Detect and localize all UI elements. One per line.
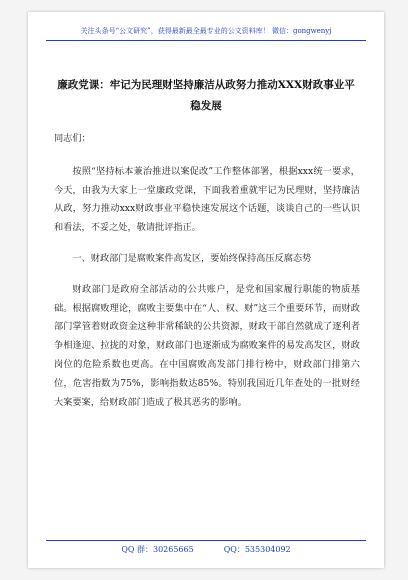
document-body	[54, 130, 360, 412]
paragraph-body: 财政部门是政府全部活动的公共账户，是党和国家履行职能的物质基础。根据腐败理论，腐败主要集中在“人、权、财”这三个重要环节，而财政部门掌管着财政资金这种非常稀缺的公共资源，财政干部自然就成了逐利者争相逢迎、拉拢的对象，财政部门也逐渐成为腐败案件的易发高发区，财政岗位的危险系数也更高。在中国腐败高发部门排行榜中，财政部门排第六位，危害指数为75%，影响指数达85%。特别我国近几年查处的一批财经大案要案，给财政部门造成了极其恶劣的影响。	[54, 283, 360, 408]
footer-qq-group: QQ 群：30265665	[121, 545, 194, 554]
section-heading: 一、财政部门是腐败案件高发区，要始终保持高压反腐态势	[72, 252, 312, 264]
document-page	[28, 12, 384, 568]
paragraph-intro: 按照“坚持标本兼治推进以案促改”工作整体部署，根据xxx统一要求，今天，由我为大家上一堂廉政党课，下面我着重就牢记为民理财，坚持廉洁从政，努力推动xxx财政事业平稳快速发展这个话题，谈谈自己的一些认识和看法，不妥之处，敬请批评指正。	[54, 165, 360, 234]
footer-qq: QQ：535304092	[223, 545, 291, 554]
footer-contact	[28, 544, 384, 555]
header-banner: 关注头条号“公文研究”，获得最新最全最专业的公文资料库！ 微信：gongwenyj	[80, 27, 332, 35]
footer-rule	[46, 540, 366, 541]
salutation: 同志们：	[54, 133, 91, 144]
document-title: 廉政党课：牢记为民理财坚持廉洁从政努力推动XXX财政事业平稳发展	[57, 79, 355, 112]
header-rule	[46, 40, 366, 41]
